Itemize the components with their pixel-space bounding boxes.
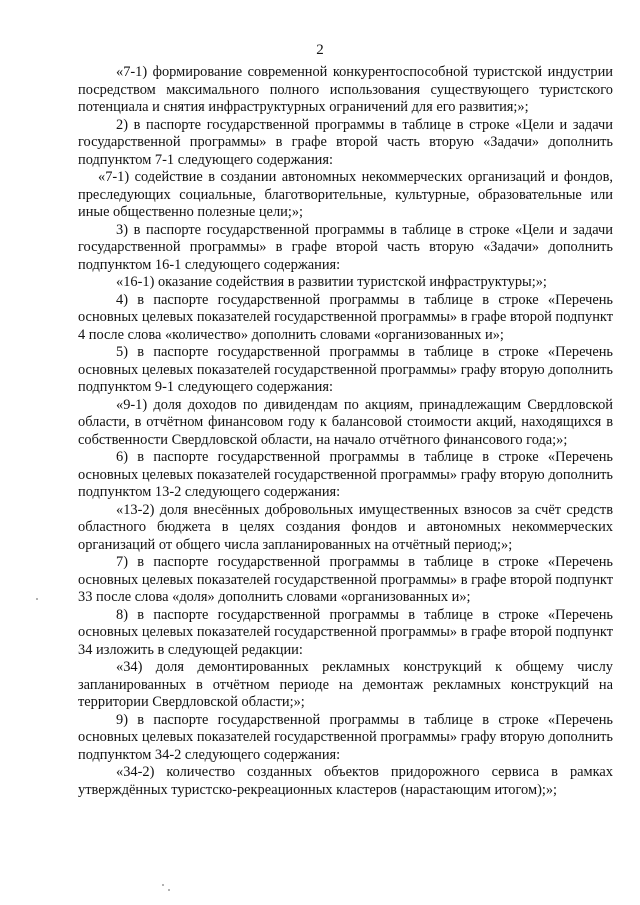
paragraph-item-6: 6) в паспорте государственной программы в таблице в строке «Перечень основных целевых показателей государственной программы» графу вторую дополнить подпунктом 13-2 следующего содержания: (78, 449, 613, 500)
scan-speck (168, 889, 170, 891)
paragraph-16-1: «16-1) оказание содействия в развитии туристской инфраструктуры;»; (116, 274, 547, 290)
document-body (78, 64, 613, 799)
paragraph-34: «34) доля демонтированных рекламных конструкций к общему числу запланированных в отчётном периоде на демонтаж рекламных конструкций на территории Свердловской области;»; (78, 659, 613, 710)
paragraph-item-2: 2) в паспорте государственной программы в таблице в строке «Цели и задачи государственной программы» в графе второй часть вторую «Задачи» дополнить подпунктом 7-1 следующего содержания: (78, 116, 613, 168)
paragraph-item-9: 9) в паспорте государственной программы в таблице в строке «Перечень основных целевых показателей государственной программы» графу вторую дополнить подпунктом 34-2 следующего содержания: (78, 711, 613, 763)
paragraph-7-1-assistance: «7-1) содействие в создании автономных некоммерческих организаций и фондов, преследующих социальные, благотворительные, культурные, образовательные или иные общественно полезные цели;»; (78, 169, 613, 220)
paragraph-item-4: 4) в паспорте государственной программы в таблице в строке «Перечень основных целевых показателей государственной программы» в графе второй подпункт 4 после слова «количество» дополнить словами «организованных и»; (78, 291, 613, 343)
paragraph-34-2: «34-2) количество созданных объектов придорожного сервиса в рамках утверждённых туристско-рекреационных кластеров (нарастающим итогом);»; (78, 764, 613, 798)
page-number: 2 (316, 42, 324, 58)
scan-speck (162, 884, 164, 886)
paragraph-7-1-formation: «7-1) формирование современной конкурентоспособной туристской индустрии посредством максимального полного использования существующего туристского потенциала и снятия инфраструктурных ограничений для его развития;»; (78, 64, 613, 115)
scan-speck (36, 598, 38, 600)
paragraph-item-3: 3) в паспорте государственной программы в таблице в строке «Цели и задачи государственной программы» в графе второй часть вторую «Задачи» дополнить подпунктом 16-1 следующего содержания: (78, 221, 613, 273)
paragraph-item-7: 7) в паспорте государственной программы в таблице в строке «Перечень основных целевых показателей государственной программы» в графе второй подпункт 33 после слова «доля» дополнить словами «организованных и»; (78, 554, 613, 605)
paragraph-item-5: 5) в паспорте государственной программы в таблице в строке «Перечень основных целевых показателей государственной программы» графу вторую дополнить подпунктом 9-1 следующего содержания: (78, 344, 613, 395)
paragraph-item-8: 8) в паспорте государственной программы в таблице в строке «Перечень основных целевых показателей государственной программы» в графе второй подпункт 34 изложить в следующей редакции: (78, 606, 613, 658)
paragraph-13-2: «13-2) доля внесённых добровольных имущественных взносов за счёт средств областного бюджета в целях создания фондов и автономных некоммерческих организаций от общего числа запланированных на отчётный период;»; (78, 501, 613, 553)
paragraph-9-1: «9-1) доля доходов по дивидендам по акциям, принадлежащим Свердловской области, в отчётном финансовом году к балансовой стоимости акций, находящихся в собственности Свердловской области, на начало отчётного финансового года;»; (78, 396, 613, 448)
